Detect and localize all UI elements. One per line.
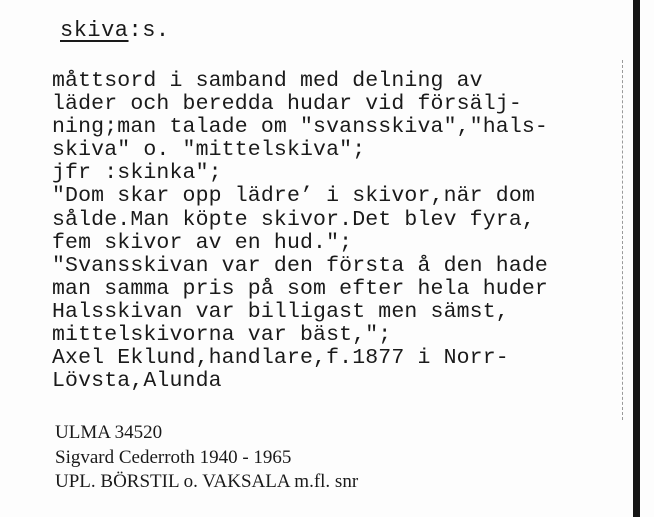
text-line: "Dom skar opp lädre’ i skivor,när dom (52, 184, 535, 209)
headword (60, 18, 170, 43)
card-footer (55, 421, 358, 495)
text-line: Axel Eklund,handlare,f.1877 i Norr- (52, 346, 509, 371)
text-line: skiva" o. "mittelskiva"; (52, 138, 366, 163)
text-line: jfr :skinka"; (52, 161, 222, 186)
text-line: Lövsta,Alunda (52, 369, 222, 394)
text-line: Halsskivan var billigast men sämst, (52, 299, 509, 324)
archive-reference: ULMA 34520 (55, 422, 163, 443)
text-line: ning;man talade om "svansskiva","hals- (52, 115, 548, 140)
text-line: man samma pris på som efter hela huder (52, 276, 548, 301)
text-line: måttsord i samband med delning av (52, 69, 483, 93)
text-line: läder och beredda hudar vid försälj- (52, 92, 522, 117)
text-line: sålde.Man köpte skivor.Det blev fyra, (52, 207, 535, 232)
text-line: "Svansskivan var den första å den hade (52, 253, 548, 278)
card-right-border (633, 0, 640, 517)
location-info: UPL. BÖRSTIL o. VAKSALA m.fl. snr (55, 471, 359, 492)
text-line: fem skivor av en hud."; (52, 230, 353, 255)
headword-suffix: :s. (128, 18, 170, 43)
text-line: mittelskivorna var bäst,"; (52, 323, 392, 348)
collector-info: Sigvard Cederroth 1940 - 1965 (55, 446, 292, 468)
definition-text (52, 70, 627, 393)
headword-word: skiva (60, 18, 129, 43)
